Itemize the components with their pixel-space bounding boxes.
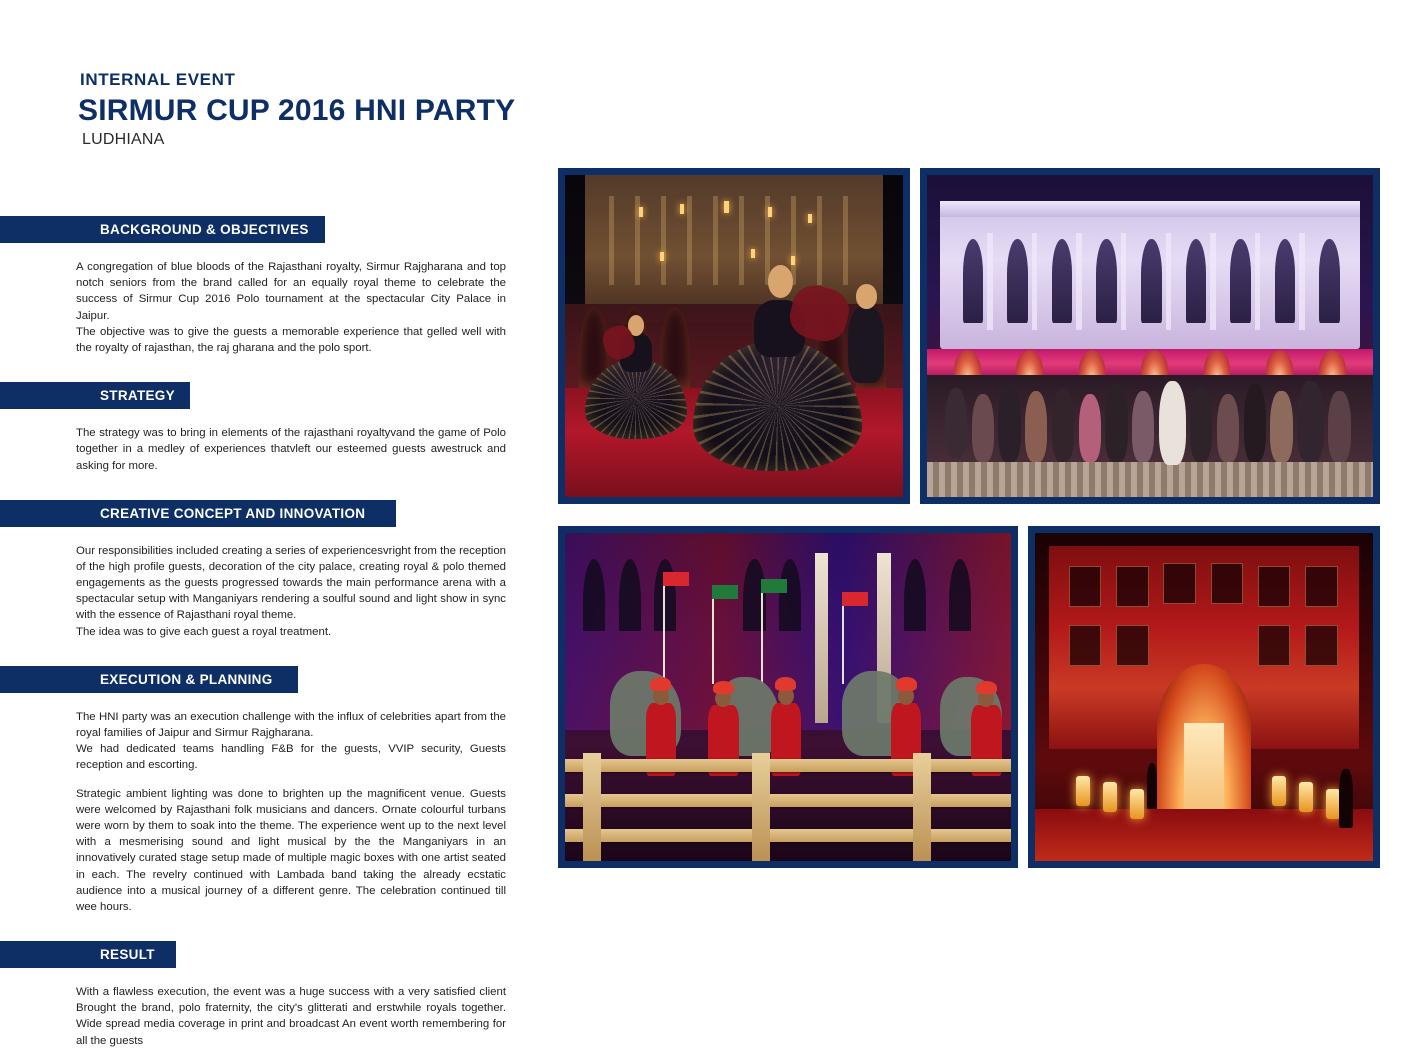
photo-dancers xyxy=(558,168,910,504)
section-heading-background-objectives: BACKGROUND & OBJECTIVES xyxy=(0,216,309,243)
section-result xyxy=(0,941,540,1049)
paragraph: We had dedicated teams handling F&B for the guests, VVIP security, Guests reception and escorting. xyxy=(76,743,506,772)
section-strategy xyxy=(0,382,540,474)
paragraph: The HNI party was an execution challenge with the influx of celebrities apart from the royal families of Jaipur and Sirmur Rajgharana. xyxy=(76,710,506,739)
section-body-strategy xyxy=(76,425,506,474)
photo-guards-horses-image xyxy=(565,533,1011,861)
section-heading-band xyxy=(0,941,176,968)
section-heading-creative-concept: CREATIVE CONCEPT AND INNOVATION xyxy=(0,500,365,527)
wooden-fence xyxy=(565,753,1011,861)
paragraph: With a flawless execution, the event was a huge success with a very satisfied client Brought the brand, polo fraternity, the city's glitterati and erstwhile royals together. Wide spread media coverage in print and broadcast An event worth remembering for all the guests xyxy=(76,986,506,1047)
event-eyebrow: INTERNAL EVENT xyxy=(80,70,236,89)
paragraph: A congregation of blue bloods of the Rajasthani royalty, Sirmur Rajgharana and top notch seniors from the brand called for an equally royal theme to celebrate the success of Sirmur Cup 2016 Polo tournament at the spectacular City Palace in Jaipur. xyxy=(76,261,506,322)
page-subtitle: LUDHIANA xyxy=(82,131,165,148)
photo-red-courtyard xyxy=(1028,526,1380,868)
section-execution-planning xyxy=(0,666,540,915)
section-body-execution-planning xyxy=(76,709,506,915)
section-background-objectives xyxy=(0,216,540,356)
content-column xyxy=(0,216,540,1057)
section-heading-band xyxy=(0,666,298,693)
paragraph: Our responsibilities included creating a series of experiencesvright from the reception of the high profile guests, decoration of the city palace, creating royal & polo themed engagements as the guests progressed towards the main performance arena with a spectacular setup with Manganiyars rendering a soulful sound and light show in sync with the essence of Rajasthani royal theme. xyxy=(76,544,506,622)
page-title: SIRMUR CUP 2016 HNI PARTY xyxy=(78,94,516,127)
photo-guards-horses xyxy=(558,526,1018,868)
section-body-result xyxy=(76,984,506,1049)
section-heading-execution-planning: EXECUTION & PLANNING xyxy=(0,666,273,693)
page-header xyxy=(78,70,678,149)
paragraph: The objective was to give the guests a memorable experience that gelled well with the royalty of rajasthan, the raj gharana and the polo sport. xyxy=(76,325,506,354)
photo-palace-crowd-image xyxy=(927,175,1373,497)
photo-dancers-image xyxy=(565,175,903,497)
section-body-background-objectives xyxy=(76,259,506,356)
section-creative-concept xyxy=(0,500,540,640)
section-heading-strategy: STRATEGY xyxy=(0,382,175,409)
section-heading-band xyxy=(0,216,325,243)
paragraph: The strategy was to bring in elements of the rajasthani royaltyvand the game of Polo together in a medley of experiences thatvleft our esteemed guests awestruck and asking for more. xyxy=(76,427,506,472)
photo-palace-crowd xyxy=(920,168,1380,504)
section-heading-result: RESULT xyxy=(0,941,155,968)
section-heading-band xyxy=(0,500,396,527)
photo-red-courtyard-image xyxy=(1035,533,1373,861)
photo-gallery xyxy=(558,168,1378,868)
section-heading-band xyxy=(0,382,190,409)
paragraph: Strategic ambient lighting was done to brighten up the magnificent venue. Guests were welcomed by Rajasthani folk musicians and dancers. Ornate colourful turbans were worn by them to soak into the theme. The experience went up to the next level with a mesmerising sound and light musical by the the Manganiyars in an innovatively curated stage setup made of multiple magic boxes with one artist seated in each. The revelry continued with Lambada band taking the already ecstatic audience into a musical journey of a different genre. The celebration continued till wee hours. xyxy=(76,787,506,913)
section-body-creative-concept xyxy=(76,543,506,640)
paragraph: The idea was to give each guest a royal treatment. xyxy=(76,625,332,638)
